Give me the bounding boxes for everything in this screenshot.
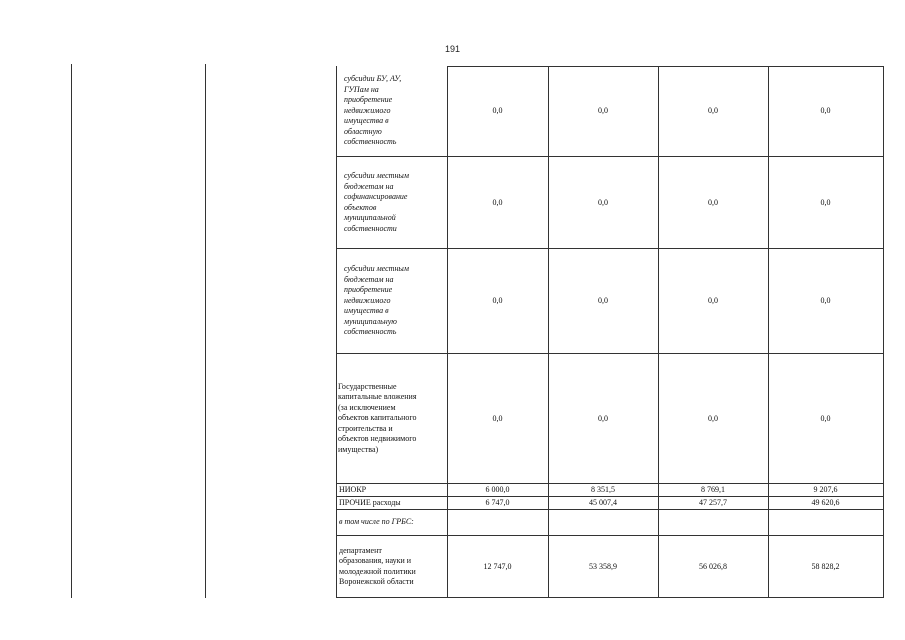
value-cell: 6 747,0 <box>485 498 510 507</box>
value-cell: 9 207,6 <box>813 485 838 494</box>
value-cell: 8 351,5 <box>591 485 615 494</box>
row-label: субсидии БУ, АУ, ГУПам на приобретение недвижимого имущества в областную собственность <box>344 74 402 147</box>
table-border-line <box>883 66 884 598</box>
value-cell: 0,0 <box>820 413 831 423</box>
value-cell: 56 026,8 <box>699 561 727 571</box>
left-border-line <box>71 64 72 598</box>
value-cell: 0,0 <box>598 106 608 115</box>
value-cell: 0,0 <box>708 296 718 305</box>
value-cell: 47 257,7 <box>699 498 727 507</box>
value-cell: 0,0 <box>820 296 831 305</box>
value-cell <box>447 510 548 535</box>
row-label: НИОКР <box>339 484 367 494</box>
value-cell: 53 358,9 <box>589 561 617 571</box>
row-label: субсидии местным бюджетам на софинансирование объектов муниципальной собственности <box>344 171 409 233</box>
value-cell: 0,0 <box>708 413 718 423</box>
value-cell: 0,0 <box>598 413 608 423</box>
value-cell: 12 747,0 <box>483 561 512 571</box>
value-cell: 0,0 <box>708 106 718 115</box>
row-divider-line <box>336 597 884 598</box>
value-cell: 0,0 <box>820 197 831 207</box>
value-cell <box>548 510 658 535</box>
value-cell: 58 828,2 <box>811 561 840 571</box>
value-cell: 0,0 <box>492 413 503 423</box>
value-cell: 0,0 <box>708 197 718 207</box>
row-label: в том числе по ГРБС: <box>339 517 414 527</box>
value-cell: 0,0 <box>598 197 608 207</box>
value-cell: 0,0 <box>492 296 503 305</box>
column-divider-line <box>205 64 206 598</box>
page-number: 191 <box>444 44 461 54</box>
value-cell: 0,0 <box>598 296 608 305</box>
value-cell: 6 000,0 <box>485 485 510 494</box>
value-cell: 8 769,1 <box>701 485 725 494</box>
row-label: департамент образования, науки и молодежной политики Воронежской области <box>339 545 416 586</box>
value-cell: 0,0 <box>492 197 503 207</box>
table-border-line <box>336 66 337 598</box>
row-label: Государственные капитальные вложения (за исключением объектов капитального строительства и объектов недвижимого имущества) <box>338 381 417 454</box>
value-cell: 0,0 <box>492 106 503 115</box>
value-cell <box>768 510 883 535</box>
row-label: субсидии местным бюджетам на приобретение недвижимого имущества в муниципальную собственность <box>344 264 409 337</box>
value-cell: 0,0 <box>820 106 831 115</box>
row-label: ПРОЧИЕ расходы <box>339 497 401 507</box>
value-cell: 45 007,4 <box>589 498 617 507</box>
value-cell <box>658 510 768 535</box>
value-cell: 49 620,6 <box>811 498 840 507</box>
